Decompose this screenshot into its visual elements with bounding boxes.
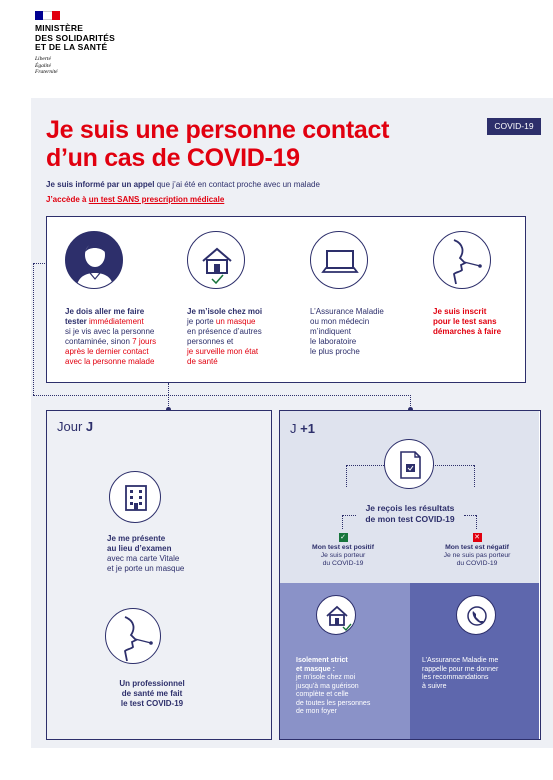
phone-icon — [456, 595, 496, 635]
step-registered — [415, 217, 535, 382]
connector-line — [33, 395, 411, 396]
test-link[interactable]: un test SANS prescription médicale — [88, 195, 225, 204]
day-j1-box — [279, 410, 541, 740]
covid-badge: COVID-19 — [487, 118, 541, 135]
step-laboratory — [292, 217, 412, 382]
positive-panel-text: Isolement strict et masque : je m’isole chez moi jusqu’à ma guérison complète et celle de toutes les personnes de mon foyer — [296, 657, 371, 715]
republic-motto: Liberté Égalité Fraternité — [35, 56, 58, 75]
french-flag-logo — [35, 11, 60, 20]
negative-panel-text: L’Assurance Maladie me rappelle pour me donner les recommandations à suivre — [422, 657, 499, 690]
person-icon — [65, 231, 123, 289]
header — [0, 0, 553, 98]
house-icon — [187, 231, 245, 289]
day-j-title: Jour J — [57, 419, 94, 434]
step-laboratory-text: L’Assurance Maladie ou mon médecin m’indiquent le laboratoire le plus proche — [310, 307, 384, 356]
step-isolate-text: Je m’isole chez moi je porte un masque en présence d’autres personnes et je surveille mon état de santé — [187, 307, 263, 366]
connector-line — [33, 263, 34, 395]
steps-box — [46, 216, 526, 383]
day-j-box — [46, 410, 272, 740]
swab-test-icon — [105, 608, 161, 664]
cross-icon: ✕ — [474, 534, 480, 541]
day-j-step1-text: Je me présente au lieu d’examen avec ma carte Vitale et je porte un masque — [107, 534, 185, 573]
results-title: Je reçois les résultats de mon test COVID-19 — [365, 503, 455, 524]
positive-panel — [280, 583, 410, 739]
results-section — [280, 411, 539, 583]
step-get-tested-text: Je dois aller me faire tester immédiatement si je vis avec la personne contaminée, sinon 7 jours après le dernier contact avec la personne malade — [65, 307, 157, 366]
building-icon — [109, 471, 161, 523]
connector-line — [33, 263, 47, 264]
day-j-step2-text: Un professionnel de santé me fait le test COVID-19 — [119, 679, 185, 708]
connector-line — [168, 383, 169, 395]
step-registered-text: Je suis inscrit pour le test sans démarches à faire — [433, 307, 502, 336]
positive-result: ✓ Mon test est positif Je suis porteur du COVID-19 — [312, 534, 374, 567]
poster-title: Je suis une personne contact d’un cas de COVID-19 — [46, 116, 390, 172]
negative-result: ✕ Mon test est négatif Je ne suis pas porteur du COVID-19 — [443, 534, 511, 567]
house-icon — [316, 595, 356, 635]
laptop-icon — [310, 231, 368, 289]
day-j1-title: J +1 — [290, 421, 315, 436]
document-icon — [384, 439, 434, 489]
check-icon: ✓ — [340, 534, 346, 541]
negative-panel — [410, 583, 539, 739]
intro-test-line: J’accède à un test SANS prescription médicale — [46, 195, 225, 204]
step-isolate — [169, 217, 289, 382]
swab-test-icon — [433, 231, 491, 289]
step-get-tested — [47, 217, 167, 382]
ministry-name: MINISTÈRE DES SOLIDARITÉS ET DE LA SANTÉ — [35, 23, 115, 52]
intro-line: Je suis informé par un appel que j’ai été en contact proche avec un malade — [46, 180, 320, 189]
